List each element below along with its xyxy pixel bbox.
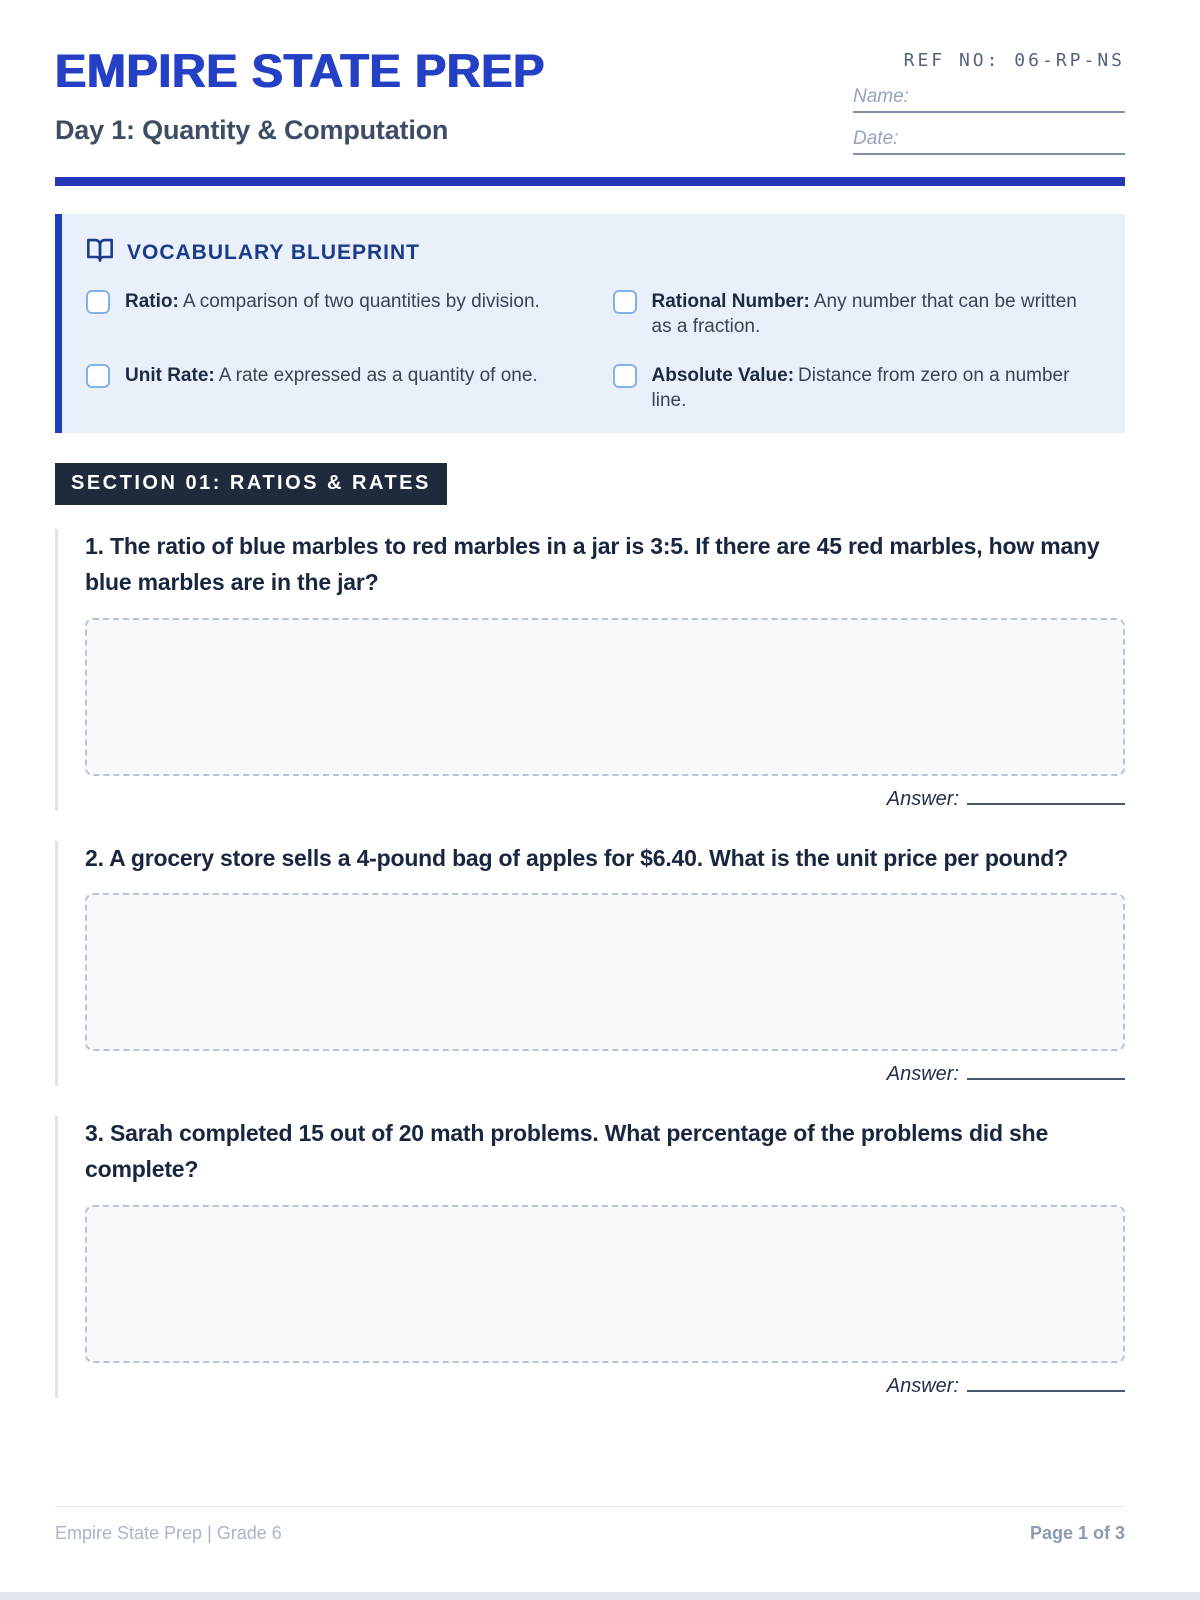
answer-row <box>85 788 1125 811</box>
vocab-item-ratio <box>86 289 569 339</box>
open-book-icon <box>86 236 114 269</box>
vocab-definition: Any number that can be written as a fraction. <box>651 291 1077 338</box>
vocab-term: Ratio: <box>125 291 179 312</box>
answer-label: Answer: <box>886 1374 959 1397</box>
vocab-definition: A rate expressed as a quantity of one. <box>218 365 538 387</box>
section-header-badge: SECTION 01: RATIOS & RATES <box>55 463 447 505</box>
vocab-item-absolute-value <box>613 363 1096 413</box>
question-block-2 <box>55 841 1125 1087</box>
answer-line[interactable] <box>967 1063 1125 1080</box>
vocab-checkbox[interactable] <box>86 364 110 388</box>
header-rule <box>55 177 1125 186</box>
question-block-3 <box>55 1116 1125 1397</box>
vocab-item-unit-rate <box>86 363 569 413</box>
work-area[interactable] <box>85 618 1125 776</box>
vocab-checkbox[interactable] <box>86 290 110 314</box>
vocab-item-rational-number <box>613 289 1096 339</box>
footer-brand-grade: Empire State Prep | Grade 6 <box>55 1523 282 1543</box>
vocab-item-text <box>125 363 538 388</box>
name-field-label: Name: <box>853 86 909 107</box>
answer-line[interactable] <box>967 788 1125 805</box>
vocab-term: Rational Number: <box>651 291 810 312</box>
vocab-definition: A comparison of two quantities by division. <box>182 291 540 312</box>
vocab-checkbox[interactable] <box>613 290 637 314</box>
answer-label: Answer: <box>886 1063 959 1086</box>
vocab-checkbox[interactable] <box>613 364 637 388</box>
answer-row <box>85 1375 1125 1398</box>
date-field-label: Date: <box>853 128 899 149</box>
page-number: Page 1 of 3 <box>1029 1523 1125 1543</box>
header-left <box>55 46 545 146</box>
vocabulary-header <box>86 236 1095 269</box>
vocabulary-box <box>55 214 1125 433</box>
answer-row <box>85 1063 1125 1086</box>
vocab-definition: Distance from zero on a number line. <box>651 365 1070 412</box>
vocab-item-text <box>652 363 1096 413</box>
vocabulary-title: VOCABULARY BLUEPRINT <box>127 240 421 264</box>
vocab-item-text <box>652 289 1096 339</box>
question-text: 1. The ratio of blue marbles to red marbles in a jar is 3:5. If there are 45 red marbles, how many blue marbles are in the jar? <box>85 533 1100 595</box>
question-text: 2. A grocery store sells a 4-pound bag of apples for $6.40. What is the unit price per pound? <box>85 844 1068 871</box>
page-footer <box>55 1506 1125 1544</box>
header <box>55 46 1125 155</box>
date-field[interactable] <box>853 128 1125 155</box>
ref-number: REF NO: 06-RP-NS <box>903 50 1125 71</box>
brand-title: EMPIRE STATE PREP <box>55 44 545 97</box>
vocab-term: Unit Rate: <box>125 365 215 387</box>
vocab-term: Absolute Value: <box>651 365 795 387</box>
work-area[interactable] <box>85 893 1125 1051</box>
header-right <box>853 46 1125 155</box>
answer-label: Answer: <box>886 787 959 810</box>
name-field[interactable] <box>853 86 1125 113</box>
page-subtitle: Day 1: Quantity & Computation <box>55 115 449 146</box>
vocabulary-grid <box>86 289 1095 413</box>
answer-line[interactable] <box>967 1375 1125 1392</box>
bottom-accent-bar <box>0 1592 1200 1600</box>
question-block-1 <box>55 529 1125 810</box>
question-text: 3. Sarah completed 15 out of 20 math problems. What percentage of the problems did she complete? <box>85 1120 1049 1182</box>
vocab-item-text <box>125 289 540 314</box>
work-area[interactable] <box>85 1205 1125 1363</box>
